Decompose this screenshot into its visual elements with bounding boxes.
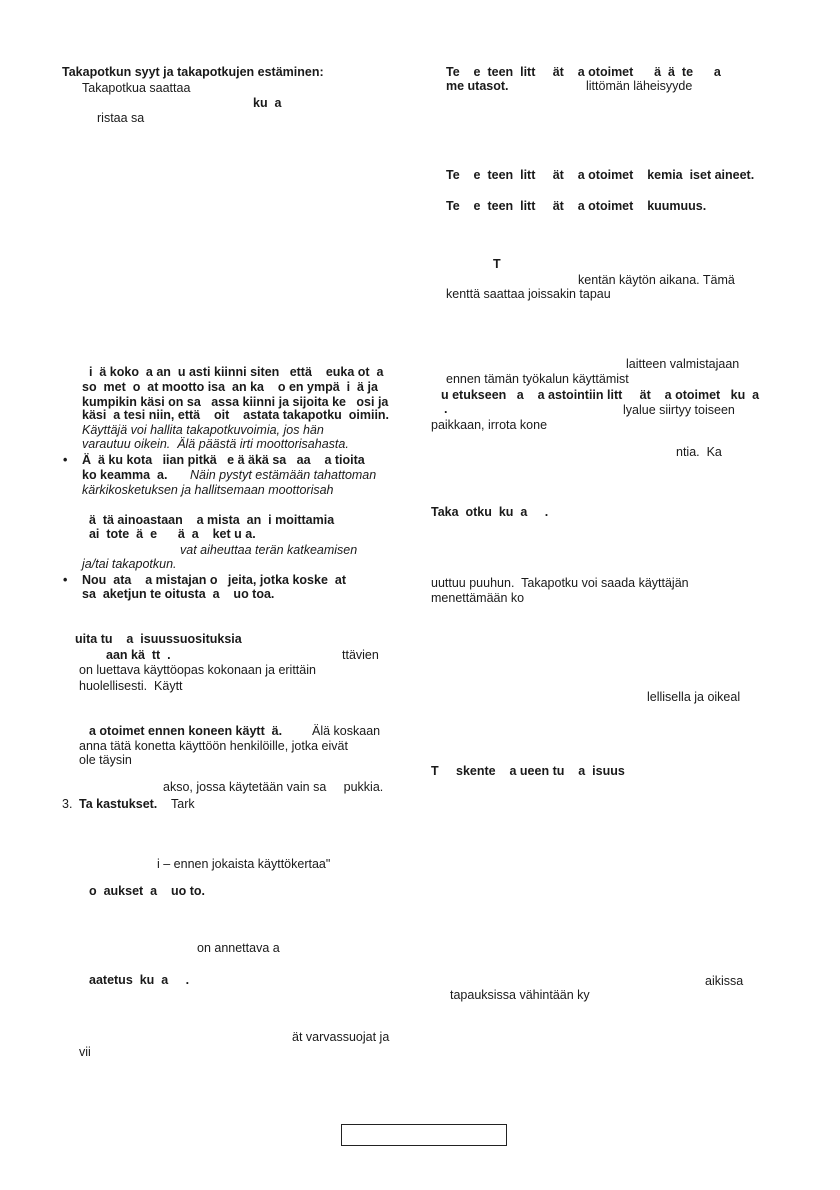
instruction-bold: ai tote ä e ä a ket u a. <box>82 527 256 541</box>
instruction-italic: vat aiheuttaa terän katkeamisen <box>180 543 358 557</box>
body-text-bold: a otoimet ennen koneen käytt ä. <box>89 724 283 738</box>
section-heading-kickback: Takapotkun syyt ja takapotkujen estäminen: <box>62 65 324 79</box>
body-text: Takapotkua saattaa <box>82 81 191 95</box>
body-text: Älä koskaan <box>312 724 381 738</box>
bullet-marker: • <box>63 573 68 587</box>
body-text: on annettava a <box>197 941 280 955</box>
section-heading-kickback-right: Taka otku ku a . <box>431 505 549 519</box>
body-text: anna tätä konetta käyttöön henkilöille, jotka eivät <box>79 739 348 753</box>
instruction-bold: kumpikin käsi on sa assa kiinni ja sijoita ke osi ja <box>82 395 389 409</box>
section-heading-safety: uita tu a isuussuosituksia <box>75 632 242 646</box>
body-text: paikkaan, irrota kone <box>431 418 548 432</box>
body-text: ntia. Ka <box>676 445 722 459</box>
instruction-bold: Te e teen litt ät a otoimet kemia iset aineet. <box>446 168 755 182</box>
instruction-bold: so met o at mootto isa an ka o en ympä i ä ja <box>82 380 378 394</box>
instruction-bold: T <box>493 257 501 271</box>
instruction-bold: Te e teen litt ät a otoimet kuumuus. <box>446 199 707 213</box>
body-text: lellisella ja oikeal <box>647 690 741 704</box>
bullet-text-bold: Ä ä ku kota iian pitkä e ä äkä sa aa a tioita <box>82 453 365 467</box>
body-text-bold: aatetus ku a . <box>89 973 190 987</box>
body-text: ät varvassuojat ja <box>292 1030 390 1044</box>
body-text: akso, jossa käytetään vain sa pukkia. <box>163 780 384 794</box>
body-text: ole täysin <box>79 753 132 767</box>
instruction-italic: Käyttäjä voi hallita takapotkuvoimia, jos hän <box>82 423 324 437</box>
bullet-marker: • <box>63 453 68 467</box>
bullet-text-italic: kärkikosketuksen ja hallitsemaan moottorisah <box>82 483 334 497</box>
body-text: huolellisesti. Käytt <box>79 679 183 693</box>
bullet-text-bold: Nou ata a mistajan o jeita, jotka koske at <box>82 573 346 587</box>
instruction-bold: ä tä ainoastaan a mista an i moittamia <box>82 513 335 527</box>
body-text: on luettava käyttöopas kokonaan ja erittäin <box>79 663 316 677</box>
bullet-text-bold: ko keamma a. <box>82 468 168 482</box>
body-text: littömän läheisyyde <box>586 79 693 93</box>
body-text: ennen tämän työkalun käyttämist <box>446 372 629 386</box>
body-text: aikissa <box>705 974 744 988</box>
bullet-text-italic: Näin pystyt estämään tahattoman <box>190 468 377 482</box>
body-text: lyalue siirtyy toiseen <box>623 403 735 417</box>
body-text: laitteen valmistajaan <box>626 357 740 371</box>
body-text-bold: aan kä tt . <box>106 648 171 662</box>
body-text: Tark <box>171 797 195 811</box>
instruction-italic: ja/tai takapotkun. <box>82 557 177 571</box>
body-text: ristaa sa <box>97 111 145 125</box>
body-text: ttävien <box>342 648 379 662</box>
body-text: vii <box>79 1045 91 1059</box>
body-text-bold: o aukset a uo to. <box>89 884 205 898</box>
body-text: tapauksissa vähintään ky <box>450 988 590 1002</box>
instruction-italic: varautuu oikein. Älä päästä irti moottorisahasta. <box>82 437 349 451</box>
body-text: uuttuu puuhun. Takapotku voi saada käyttäjän <box>431 576 689 590</box>
instruction-bold: u etukseen a a astointiin litt ät a otoimet ku a <box>441 388 760 402</box>
instruction-bold: . <box>444 402 448 416</box>
section-heading-workplace-safety: T skente a ueen tu a isuus <box>431 764 625 778</box>
instruction-bold: me utasot. <box>446 79 509 93</box>
body-text: i – ennen jokaista käyttökertaa" <box>157 857 331 871</box>
list-number: 3. <box>62 797 73 811</box>
bullet-text-bold: sa aketjun te oitusta a uo toa. <box>82 587 275 601</box>
body-text: kentän käytön aikana. Tämä <box>578 273 735 287</box>
body-text-bold: ku a <box>253 96 282 110</box>
body-text: kenttä saattaa joissakin tapau <box>446 287 611 301</box>
instruction-bold: i ä koko a an u asti kiinni siten että euka ot a <box>82 365 384 379</box>
body-text: menettämään ko <box>431 591 525 605</box>
instruction-bold: käsi a tesi niin, että oit astata takapotku oimiin. <box>82 408 390 422</box>
body-text-bold: Ta kastukset. <box>79 797 158 811</box>
instruction-bold: Te e teen litt ät a otoimet ä ä te a <box>446 65 721 79</box>
page-number-box <box>341 1124 507 1146</box>
